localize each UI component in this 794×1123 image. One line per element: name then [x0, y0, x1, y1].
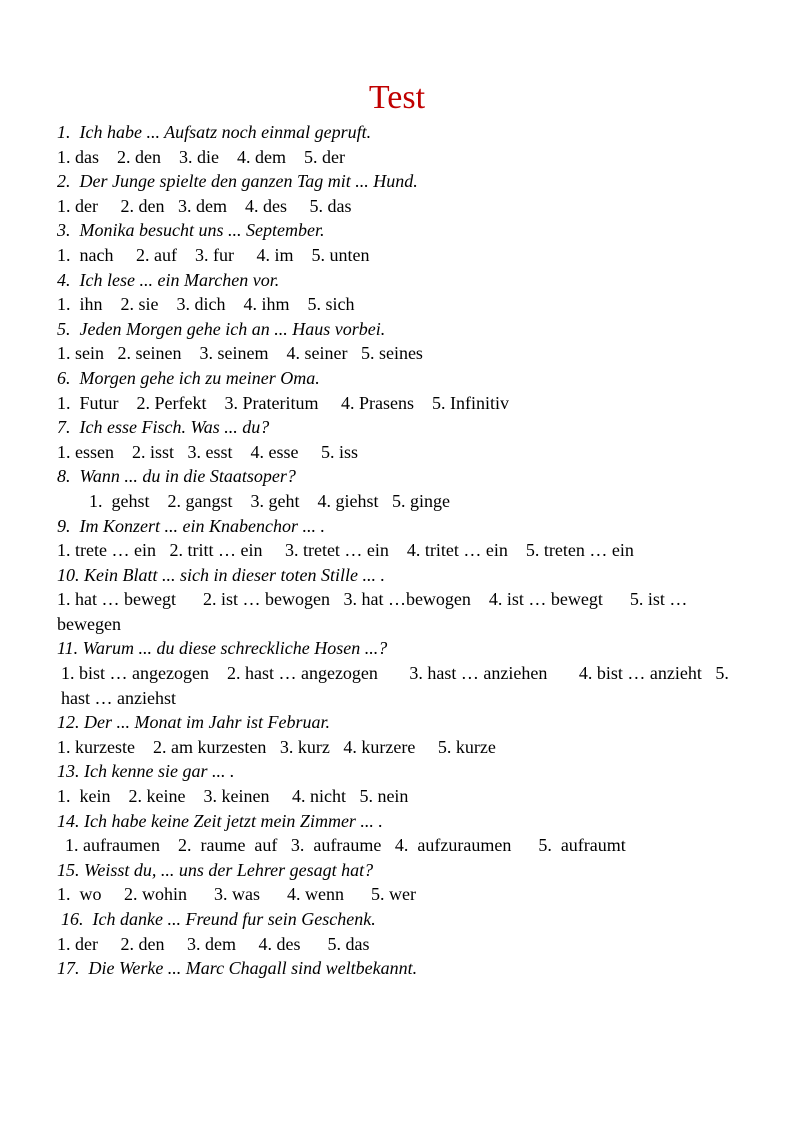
question-10: 10. Kein Blatt ... sich in dieser toten Stille ... . — [57, 564, 385, 585]
options-7: 1. essen 2. isst 3. esst 4. esse 5. iss — [57, 441, 358, 462]
options-5: 1. sein 2. seinen 3. seinem 4. seiner 5. seines — [57, 343, 423, 364]
question-1: 1. Ich habe ... Aufsatz noch einmal gepruft. — [57, 122, 372, 142]
question-9: 9. Im Konzert ... ein Knabenchor ... . — [57, 515, 325, 536]
question-5: 5. Jeden Morgen gehe ich an ... Haus vorbei. — [57, 318, 386, 339]
question-14: 14. Ich habe keine Zeit jetzt mein Zimmer ... . — [57, 810, 383, 831]
options-1: 1. das 2. den 3. die 4. dem 5. der — [57, 146, 345, 167]
question-3: 3. Monika besucht uns ... September. — [57, 220, 325, 241]
options-8: 1. gehst 2. gangst 3. geht 4. giehst 5. ginge — [89, 490, 450, 511]
question-7: 7. Ich esse Fisch. Was ... du? — [57, 417, 270, 438]
options-16: 1. der 2. den 3. dem 4. des 5. das — [57, 933, 370, 954]
options-4: 1. ihn 2. sie 3. dich 4. ihm 5. sich — [57, 294, 355, 315]
question-13: 13. Ich kenne sie gar ... . — [57, 761, 235, 782]
options-13: 1. kein 2. keine 3. keinen 4. nicht 5. nein — [57, 786, 409, 807]
question-15: 15. Weisst du, ... uns der Lehrer gesagt hat? — [57, 859, 374, 880]
options-2: 1. der 2. den 3. dem 4. des 5. das — [57, 195, 352, 216]
question-12: 12. Der ... Monat im Jahr ist Februar. — [57, 712, 330, 733]
question-17: 17. Die Werke ... Marc Chagall sind weltbekannt. — [57, 958, 418, 979]
question-16: 16. Ich danke ... Freund fur sein Geschenk. — [61, 909, 376, 929]
options-9: 1. trete … ein 2. tritt … ein 3. tretet … ein 4. tritet … ein 5. treten … ein — [57, 540, 634, 561]
question-4: 4. Ich lese ... ein Marchen vor. — [57, 269, 280, 290]
question-8: 8. Wann ... du in die Staatsoper? — [57, 466, 296, 487]
question-6: 6. Morgen gehe ich zu meiner Oma. — [57, 367, 320, 388]
options-14: 1. aufraumen 2. raume auf 3. aufraume 4. aufzuraumen 5. aufraumt — [65, 835, 626, 856]
options-3: 1. nach 2. auf 3. fur 4. im 5. unten — [57, 244, 370, 265]
question-2: 2. Der Junge spielte den ganzen Tag mit ... Hund. — [57, 171, 418, 192]
test-content — [57, 120, 737, 981]
options-15: 1. wo 2. wohin 3. was 4. wenn 5. wer — [57, 884, 416, 905]
options-12: 1. kurzeste 2. am kurzesten 3. kurz 4. kurzere 5. kurze — [57, 736, 496, 757]
page-title: Test — [368, 79, 426, 116]
options-10: 1. hat … bewegt 2. ist … bewogen 3. hat …bewogen 4. ist … bewegt 5. ist … bewegen — [57, 589, 692, 634]
question-11: 11. Warum ... du diese schreckliche Hosen ...? — [57, 638, 388, 659]
options-6: 1. Futur 2. Perfekt 3. Prateritum 4. Prasens 5. Infinitiv — [57, 392, 509, 413]
options-11: 1. bist … angezogen 2. hast … angezogen 3. hast … anziehen 4. bist … anzieht 5. hast … anziehst — [61, 663, 734, 708]
